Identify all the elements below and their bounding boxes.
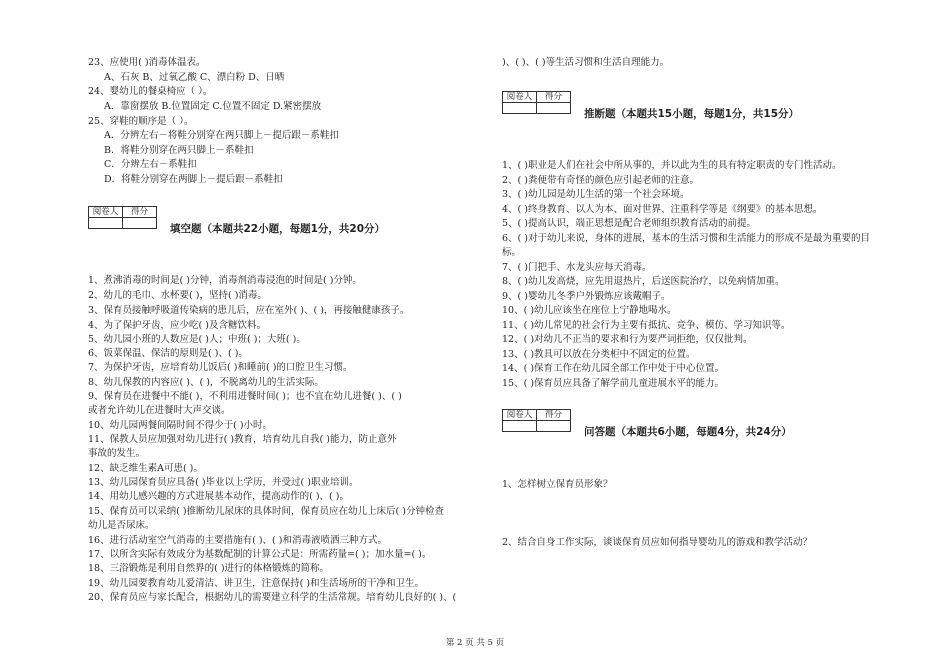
q25-option-a: A．分辨左右－将鞋分别穿在两只脚上－提后跟－系鞋扣 [104,130,339,141]
judge-line: 9、( )婴幼儿冬季户外锻炼应该戴帽子。 [502,291,671,302]
page-footer: 第 2 页 共 5 页 [445,638,505,648]
judge-line: 13、( )教具可以放在分类柜中不固定的位置。 [502,349,696,360]
judge-line: 3、( )幼儿园是幼儿生活的第一个社会环境。 [502,189,690,200]
score-label: 得分 [123,207,157,218]
fill-line: 16、进行活动室空气消毒的主要措施有( )、( )和消毒液喷洒三种方式。 [88,535,387,546]
fill-line: 事故的发生。 [88,448,146,459]
fill-line: 5、幼儿园小班的人数应是( )人；中班( )；大班( )。 [88,334,306,345]
q25-option-d: D．将鞋分别穿在两脚上－提后跟－系鞋扣 [104,174,283,185]
q23-stem: 23、应使用( )消毒体温表。 [88,57,206,68]
q25-stem: 25、穿鞋的顺序是（ ）。 [88,116,194,127]
reviewer-label: 阅卷人 [503,410,537,421]
fill-line-continued: )、( )、( )等生活习惯和生活自理能力。 [502,57,670,68]
fill-line: 幼儿是否尿床。 [88,520,155,531]
judge-line: 10、( )幼儿应该坐在座位上宁静地喝水。 [502,305,677,316]
score-box-judge [502,91,571,114]
q24-options: A．靠窗摆放 B.位置固定 C.位置不固定 D.紧密摆放 [104,101,322,112]
fill-line: 8、幼儿保教的内容应( )、( )，不脱离幼儿的生活实际。 [88,377,324,388]
judge-line: 14、( )保育工作在幼儿园全部工作中处于中心位置。 [502,363,725,374]
fill-line: 13、幼儿园保育员应具备( )毕业以上学历，并受过( )职业培训。 [88,477,359,488]
score-label: 得分 [537,410,571,421]
qa-line: 2、结合自身工作实际，谈谈保育员应如何指导婴幼儿的游戏和教学活动？ [502,537,813,548]
fill-line: 11、保教人员应加强对幼儿进行( )教育，培育幼儿自我( )能力，防止意外 [88,434,397,445]
judge-line: 11、( )幼儿常见的社会行为主要有抵抗、竞争、模仿、学习知识等。 [502,320,791,331]
fill-line: 9、保育员在进餐中不能( )，不利用进餐时间( )；也不宜在幼儿进餐( )、( ) [88,391,402,402]
judge-line: 4、( )终身教育、以人为本、面对世界、注重科学等是《纲要》的基本思想。 [502,204,823,215]
fill-line: 14、用幼儿感兴趣的方式进展基本动作，提高动作的( )、( )。 [88,491,349,502]
score-box-qa [502,409,571,432]
fill-line: 2、幼儿的毛巾、水杯要( )，坚持( )消毒。 [88,290,267,301]
reviewer-label: 阅卷人 [503,92,537,103]
q25-option-c: C．分辨左右－系鞋扣 [104,159,197,170]
qa-line: 1、怎样树立保育员形象？ [502,479,613,490]
fill-line: 12、缺乏维生素A可患( )。 [88,463,203,474]
fill-line: 10、幼儿园两餐间隔时间不得少于( )小时。 [88,420,273,431]
score-box-fill [88,206,157,229]
fill-line: 20、保育员应与家长配合，根据幼儿的需要建立科学的生活常规。培育幼儿良好的( )、( [88,592,457,603]
judge-line: 6、( )对于幼儿来说，身体的进展，基本的生活习惯和生活能力的形成不是最为重要的目 [502,233,870,244]
fill-line: 3、保育员接触呼吸道传染病的患儿后，应在室外( )、( )，再接触健康孩子。 [88,305,410,316]
judge-line: 1、( )职业是人们在社会中所从事的，并以此为生的具有特定职责的专门性活动。 [502,160,842,171]
judge-line: 2、( )粪便带有奇怪的颜色应引起老师的注意。 [502,175,699,186]
fill-line: 15、保育员可以采纳( )推断幼儿尿床的具体时间，保育员应在幼儿上床后( )分钟检查 [88,506,444,517]
section-judge-title: 推断题（本题共15小题，每题1分，共15分） [584,108,800,120]
judge-line: 12、( )对幼儿不正当的要求和行为要严词拒绝，仅仅批判。 [502,334,753,345]
judge-line: 7、( )门把手、水龙头应每天消毒。 [502,262,652,273]
fill-line: 19、幼儿园要教育幼儿爱清洁、讲卫生，注意保持( )和生活场所的干净和卫生。 [88,578,425,589]
fill-line: 4、为了保护牙齿，应少吃( )及含糖饮料。 [88,320,266,331]
reviewer-label: 阅卷人 [89,207,123,218]
judge-line: 标。 [502,247,522,258]
q24-stem: 24、婴幼儿的餐桌椅应（ ）。 [88,86,213,97]
fill-line: 18、三浴锻炼是利用自然界的( )进行的体格锻炼的简称。 [88,563,330,574]
q25-option-b: B．将鞋分别穿在两只脚上－系鞋扣 [104,145,254,156]
judge-line: 15、( )保育员应具备了解学前儿童进展水平的能力。 [502,378,725,389]
fill-line: 6、饭菜保温、保洁的原则是( )、( )。 [88,348,248,359]
section-fill-title: 填空题（本题共22小题，每题1分，共20分） [170,223,386,235]
q23-options: A、石灰 B、过氧乙酸 C、漂白粉 D、日晒 [104,72,285,83]
section-qa-title: 问答题（本题共6小题，每题4分，共24分） [584,426,792,438]
score-label: 得分 [537,92,571,103]
fill-line: 或者允许幼儿在进餐时大声交谈。 [88,405,231,416]
judge-line: 8、( )幼儿发高烧，应先用退热片，后送医院治疗，以免病情加重。 [502,276,785,287]
fill-line: 7、为保护牙齿，应培育幼儿饭后( )和睡前( )的口腔卫生习惯。 [88,362,353,373]
judge-line: 5、( )提高认识，端正思想是配合老师组织教育活动的前提。 [502,218,756,229]
fill-line: 17、以所含实际有效成分为基数配制的计算公式是：所需药量=( )；加水量=( )。 [88,549,432,560]
fill-line: 1、煮沸消毒的时间是( )分钟，消毒剂消毒浸泡的时间是( )分钟。 [88,275,362,286]
